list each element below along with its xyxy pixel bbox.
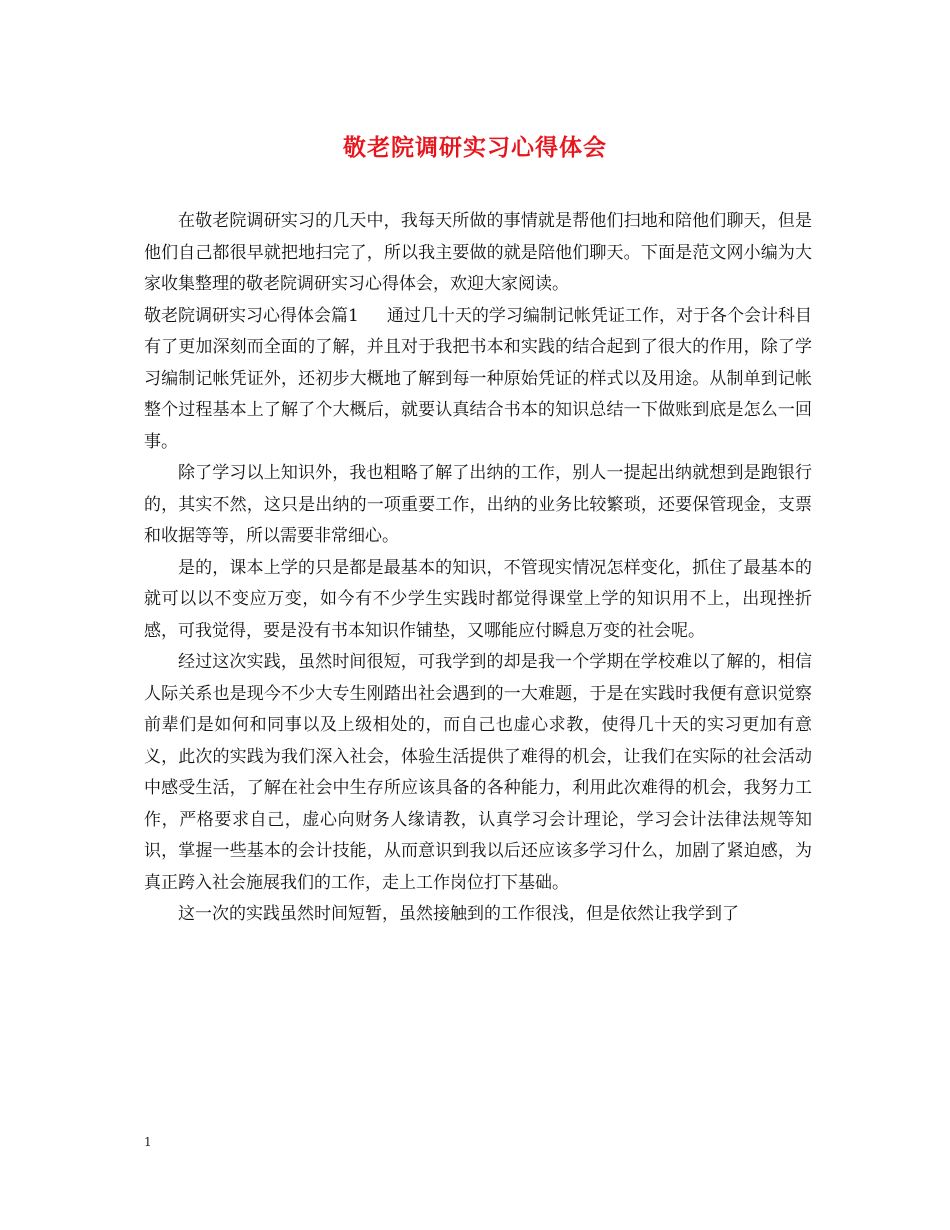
paragraph-5: 这一次的实践虽然时间短暂，虽然接触到的工作很浅，但是依然让我学到了: [178, 904, 739, 924]
paragraph-2: 除了学习以上知识外，我也粗略了解了出纳的工作，别人一提起出纳就想到是跑银行的，其实不然，这只是出纳的一项重要工作，出纳的业务比较繁琐，还要保管现金，支票和收据等等，所以需要非常细心。: [144, 463, 812, 546]
paragraph-4: 经过这次实践，虽然时间很短，可我学到的却是我一个学期在学校难以了解的，相信人际关系也是现今不少大专生刚踏出社会遇到的一大难题，于是在实践时我便有意识觉察前辈们是如何和同事以及上级相处的，而自己也虚心求教，使得几十天的实习更加有意义，此次的实践为我们深入社会，体验生活提供了难得的机会，让我们在实际的社会活动中感受生活，了解在社会中生存所应该具备的各种能力，利用此次难得的机会，我努力工作，严格要求自己，虚心向财务人缘请教，认真学习会计理论，学习会计法律法规等知识，掌握一些基本的会计技能，从而意识到我以后还应该多学习什么，加剧了紧迫感，为真正跨入社会施展我们的工作，走上工作岗位打下基础。: [144, 652, 812, 893]
paragraph-3: 是的，课本上学的只是都是最基本的知识，不管现实情况怎样变化，抓住了最基本的就可以以不变应万变，如今有不少学生实践时都觉得课堂上学的知识用不上，出现挫折感，可我觉得，要是没有书本知识作铺垫，又哪能应付瞬息万变的社会呢。: [144, 557, 812, 641]
paragraph-1: 通过几十天的学习编制记帐凭证工作，对于各个会计科目有了更加深刻而全面的了解，并且对于我把书本和实践的结合起到了很大的作用，除了学习编制记帐凭证外，还初步大概地了解到每一种原始凭证的样式以及用途。从制单到记帐整个过程基本上了解了个大概后，就要认真结合书本的知识总结一下做账到底是怎么一回事。: [144, 305, 812, 452]
document-body: [144, 206, 812, 931]
section-first-paragraph: [144, 301, 812, 459]
section-heading: 敬老院调研实习心得体会篇1: [144, 305, 359, 326]
document-title: 敬老院调研实习心得体会: [343, 134, 607, 161]
intro-paragraph: 在敬老院调研实习的几天中，我每天所做的事情就是帮他们扫地和陪他们聊天，但是他们自己都很早就把地扫完了，所以我主要做的就是陪他们聊天。下面是范文网小编为大家收集整理的敬老院调研实习心得体会，欢迎大家阅读。: [144, 211, 812, 294]
page-number: 1: [144, 1135, 152, 1149]
